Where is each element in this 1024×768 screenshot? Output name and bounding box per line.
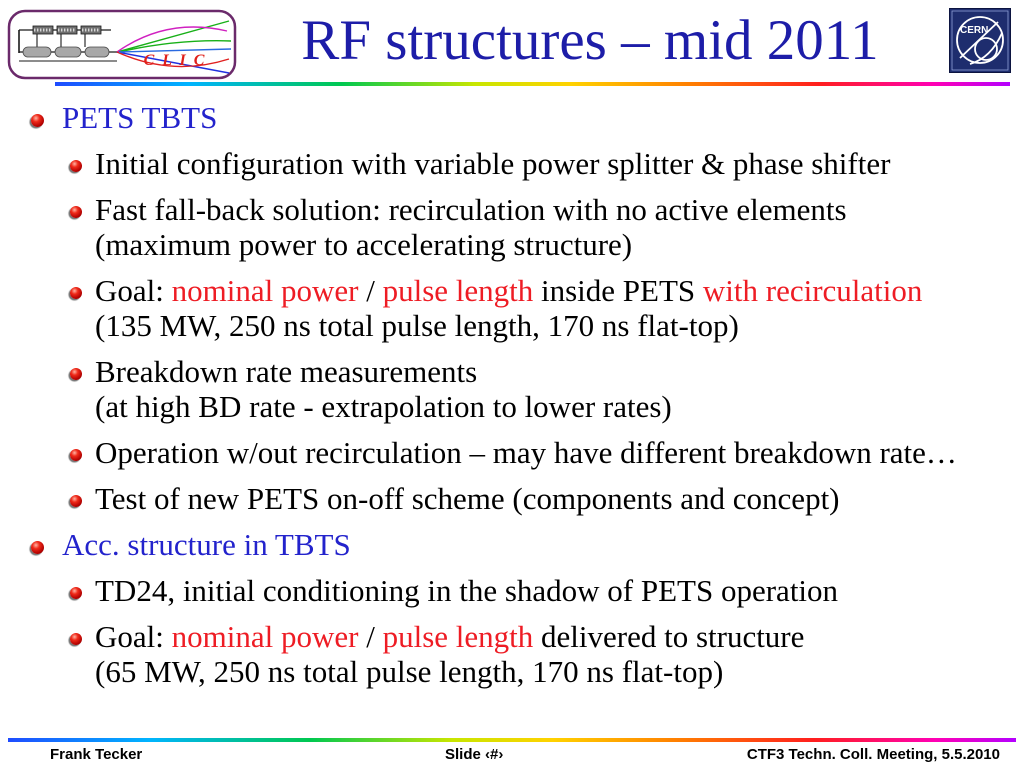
text-segment: (at high BD rate - extrapolation to lower rates): [95, 389, 672, 424]
red-ball-bullet-icon: [70, 633, 82, 645]
cern-logo-text: CERN: [960, 25, 989, 36]
item-line: [95, 573, 1024, 608]
list-item: [0, 619, 1024, 689]
bullet-list: [0, 100, 1024, 689]
text-segment: Operation w/out recirculation – may have different breakdown rate…: [95, 435, 957, 470]
accelerating-structures-icon: [23, 47, 109, 57]
list-item: [0, 481, 1024, 516]
text-segment: Goal:: [95, 273, 172, 308]
section-heading-text: PETS TBTS: [62, 100, 218, 135]
clic-logo-text: C L I C: [143, 52, 207, 69]
text-segment: delivered to structure: [533, 619, 805, 654]
drive-beam-line: [19, 26, 111, 34]
highlighted-text: nominal power: [171, 273, 359, 308]
item-line: [95, 354, 1024, 389]
text-segment: Test of new PETS on-off scheme (components and concept): [95, 481, 840, 516]
text-segment: /: [358, 619, 383, 654]
red-ball-bullet-icon: [70, 160, 82, 172]
list-item: [0, 192, 1024, 262]
text-segment: /: [358, 273, 383, 308]
item-line: [95, 192, 1024, 227]
text-segment: inside PETS: [533, 273, 703, 308]
text-segment: Breakdown rate measurements: [95, 354, 478, 389]
text-segment: Fast fall-back solution: recirculation with no active elements: [95, 192, 847, 227]
accelerating-structure: [85, 47, 109, 57]
list-item: [0, 435, 1024, 470]
clic-logo: [7, 9, 237, 80]
red-ball-bullet-icon: [70, 368, 82, 380]
highlighted-text: nominal power: [171, 619, 359, 654]
header-rainbow-divider: [55, 82, 1010, 86]
accelerating-structure: [23, 47, 51, 57]
section-heading: [0, 100, 1024, 135]
list-item: [0, 273, 1024, 343]
item-line: [95, 619, 1024, 654]
text-segment: Goal:: [95, 619, 172, 654]
item-line: [95, 146, 1024, 181]
red-ball-bullet-icon: [70, 287, 82, 299]
highlighted-text: pulse length: [382, 619, 534, 654]
red-ball-bullet-icon: [70, 495, 82, 507]
item-line: [95, 308, 1024, 343]
red-ball-bullet-icon: [31, 541, 44, 554]
red-ball-bullet-icon: [70, 587, 82, 599]
text-segment: (65 MW, 250 ns total pulse length, 170 ns flat-top): [95, 654, 724, 689]
list-item: [0, 146, 1024, 181]
section-heading-text: Acc. structure in TBTS: [62, 527, 351, 562]
list-item: [0, 573, 1024, 608]
item-line: [95, 654, 1024, 689]
text-segment: (135 MW, 250 ns total pulse length, 170 ns flat-top): [95, 308, 739, 343]
item-line: [95, 435, 1024, 470]
slide-title: RF structures – mid 2011: [301, 9, 879, 72]
footer-slide-number: Slide ‹#›: [445, 746, 504, 763]
list-item: [0, 354, 1024, 424]
text-segment: (maximum power to accelerating structure): [95, 227, 633, 262]
red-ball-bullet-icon: [31, 114, 44, 127]
footer-event: CTF3 Techn. Coll. Meeting, 5.5.2010: [746, 746, 1000, 763]
footer-rainbow-divider: [8, 738, 1016, 742]
text-segment: Initial configuration with variable power splitter & phase shifter: [95, 146, 891, 181]
red-ball-bullet-icon: [70, 206, 82, 218]
item-line: [95, 227, 1024, 262]
highlighted-text: with recirculation: [702, 273, 923, 308]
item-line: [95, 481, 1024, 516]
item-line: [95, 273, 1024, 308]
footer-author: Frank Tecker: [50, 746, 143, 763]
cern-logo: [949, 8, 1011, 73]
text-segment: TD24, initial conditioning in the shadow of PETS operation: [95, 573, 839, 608]
section-heading: [0, 527, 1024, 562]
accelerating-structure: [55, 47, 81, 57]
highlighted-text: pulse length: [382, 273, 534, 308]
red-ball-bullet-icon: [70, 449, 82, 461]
item-line: [95, 389, 1024, 424]
